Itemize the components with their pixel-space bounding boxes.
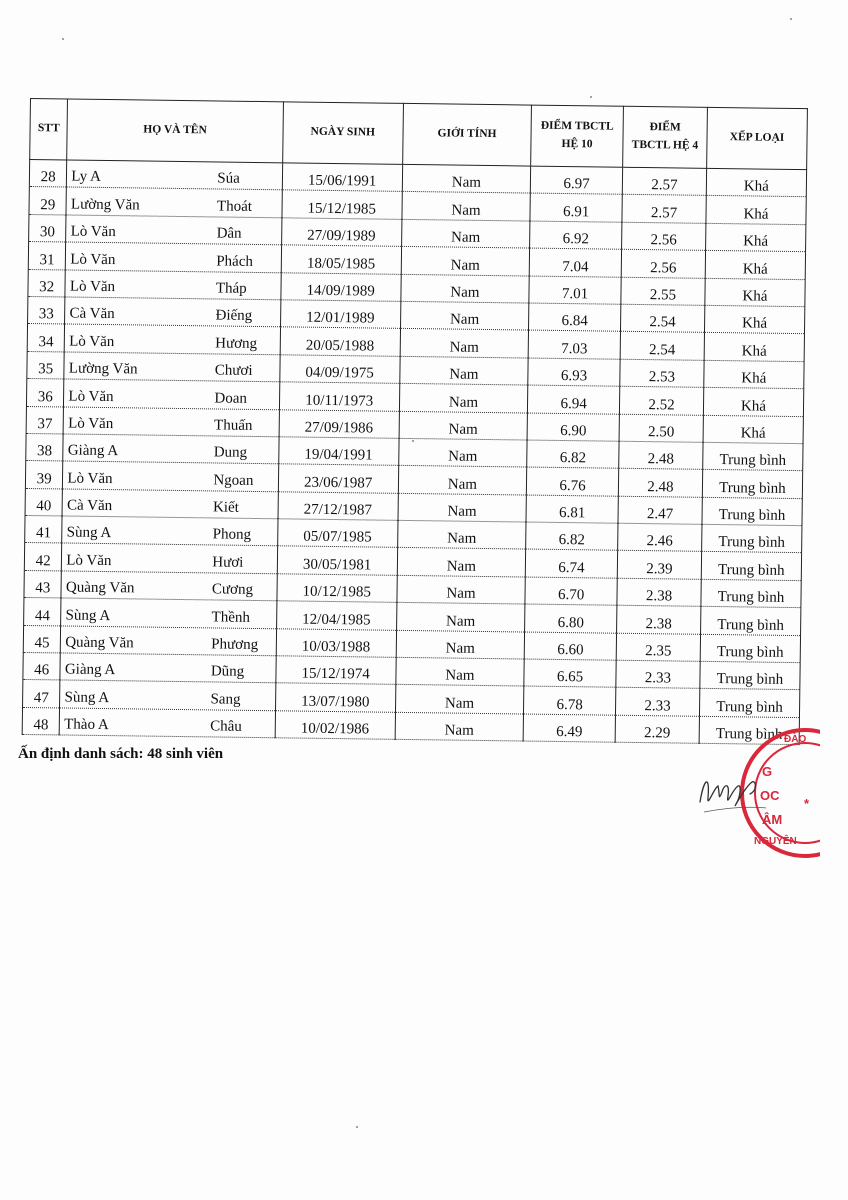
cell-given-name: Cương — [211, 581, 254, 599]
cell-score10: 6.81 — [526, 495, 618, 524]
cell-stt: 48 — [22, 707, 60, 735]
cell-gender: Nam — [395, 685, 524, 714]
cell-dob: 27/09/1989 — [281, 218, 402, 247]
cell-full-name — [62, 489, 278, 519]
cell-dob: 14/09/1989 — [280, 272, 401, 301]
cell-family-name: Cà Văn — [69, 305, 115, 323]
cell-gender: Nam — [396, 603, 525, 632]
cell-gender: Nam — [401, 247, 530, 276]
cell-stt: 29 — [29, 187, 67, 215]
cell-score4: 2.29 — [615, 715, 699, 743]
header-score4 — [623, 106, 708, 168]
cell-family-name: Sùng A — [65, 607, 111, 624]
cell-dob: 15/12/1985 — [282, 190, 403, 219]
cell-score4: 2.57 — [622, 195, 706, 223]
cell-rank: Khá — [704, 333, 804, 362]
grades-table — [22, 98, 808, 745]
cell-score4: 2.56 — [622, 222, 706, 250]
cell-gender: Nam — [397, 548, 526, 577]
cell-gender: Nam — [400, 329, 529, 358]
cell-family-name: Quàng Văn — [65, 579, 135, 597]
cell-rank: Khá — [706, 196, 806, 225]
header-score4-line1: ĐIỂM — [649, 121, 681, 134]
cell-gender: Nam — [402, 164, 531, 193]
cell-given-name: Thềnh — [211, 609, 251, 626]
cell-dob: 18/05/1985 — [281, 245, 402, 274]
cell-dob: 13/07/1980 — [275, 683, 396, 712]
cell-score4: 2.35 — [616, 633, 700, 661]
cell-score4: 2.55 — [621, 277, 705, 305]
cell-score4: 2.33 — [616, 688, 700, 716]
cell-given-name: Doan — [214, 389, 248, 407]
cell-full-name — [61, 626, 277, 656]
cell-score4: 2.54 — [620, 332, 704, 360]
cell-score4: 2.48 — [618, 469, 702, 497]
header-score10-line2: HỆ 10 — [561, 137, 593, 151]
cell-score10: 6.94 — [528, 385, 620, 414]
cell-score4: 2.50 — [619, 414, 703, 442]
cell-stt: 37 — [26, 406, 64, 434]
cell-stt: 30 — [29, 214, 67, 242]
cell-family-name: Sùng A — [66, 524, 112, 542]
cell-full-name — [64, 352, 280, 382]
header-stt: STT — [30, 99, 68, 160]
cell-score10: 6.91 — [530, 193, 622, 222]
scan-speck — [62, 38, 64, 40]
header-name: HỌ VÀ TÊN — [67, 99, 283, 163]
cell-given-name: Dân — [216, 225, 242, 242]
cell-score4: 2.48 — [619, 441, 703, 469]
header-dob: NGÀY SINH — [282, 102, 403, 165]
cell-family-name: Giàng A — [67, 442, 119, 460]
handwritten-signature-icon — [696, 768, 776, 818]
cell-family-name: Thào A — [64, 716, 109, 734]
cell-family-name: Lường Văn — [70, 196, 140, 214]
cell-stt: 43 — [24, 570, 62, 598]
cell-gender: Nam — [401, 274, 530, 303]
header-score10-line1: ĐIỂM TBCTL — [540, 119, 614, 133]
stamp-text-fragment: OC — [760, 788, 780, 803]
cell-rank: Khá — [703, 415, 803, 444]
stamp-text-fragment: ÂM — [762, 812, 783, 827]
cell-dob: 10/12/1985 — [277, 574, 398, 603]
cell-dob: 15/06/1991 — [282, 163, 403, 192]
cell-gender: Nam — [401, 219, 530, 248]
cell-gender: Nam — [399, 411, 528, 440]
cell-family-name: Lò Văn — [66, 552, 112, 569]
header-score10 — [531, 105, 624, 167]
cell-stt: 35 — [27, 351, 65, 379]
cell-rank: Trung bình — [702, 497, 802, 526]
cell-dob: 27/09/1986 — [279, 409, 400, 438]
cell-stt: 28 — [29, 160, 67, 188]
cell-rank: Trung bình — [700, 607, 800, 636]
cell-stt: 32 — [28, 269, 66, 297]
cell-full-name — [67, 160, 283, 190]
cell-score10: 6.80 — [525, 604, 617, 633]
stamp-text-fragment: G — [762, 764, 773, 779]
cell-full-name — [65, 270, 281, 300]
cell-score4: 2.38 — [617, 605, 701, 633]
cell-full-name — [60, 680, 276, 710]
cell-score10: 6.74 — [525, 549, 617, 578]
cell-score10: 6.82 — [526, 522, 618, 551]
cell-rank: Trung bình — [702, 524, 802, 553]
table-header — [30, 99, 808, 170]
scan-speck — [412, 440, 414, 442]
cell-full-name — [61, 598, 277, 628]
cell-given-name: Dung — [213, 444, 248, 462]
cell-dob: 30/05/1981 — [277, 546, 398, 575]
cell-family-name: Giàng A — [64, 661, 116, 679]
cell-given-name: Kiết — [212, 499, 239, 516]
cell-gender: Nam — [395, 712, 524, 741]
cell-dob: 27/12/1987 — [278, 491, 399, 520]
cell-family-name: Ly A — [71, 168, 102, 186]
cell-stt: 45 — [23, 625, 61, 653]
cell-stt: 42 — [24, 543, 62, 571]
cell-given-name: Điếng — [215, 307, 253, 325]
cell-score10: 6.60 — [524, 632, 616, 661]
footer-note: Ấn định danh sách: 48 sinh viên — [18, 746, 224, 762]
scan-speck — [356, 1126, 358, 1128]
cell-stt: 41 — [25, 516, 63, 544]
cell-score4: 2.46 — [618, 523, 702, 551]
cell-rank: Trung bình — [699, 689, 799, 718]
cell-stt: 44 — [24, 598, 62, 626]
cell-given-name: Ngoan — [213, 472, 254, 489]
cell-full-name — [66, 215, 282, 245]
cell-score10: 6.90 — [527, 413, 619, 442]
header-score4-line2: TBCTL HỆ 4 — [631, 138, 699, 152]
cell-full-name — [63, 434, 279, 464]
cell-score10: 6.84 — [529, 303, 621, 332]
cell-stt: 38 — [26, 433, 64, 461]
scan-speck — [790, 18, 792, 20]
cell-stt: 36 — [26, 379, 64, 407]
cell-score10: 6.78 — [524, 686, 616, 715]
cell-score4: 2.53 — [620, 359, 704, 387]
cell-gender: Nam — [399, 383, 528, 412]
cell-given-name: Phương — [211, 636, 259, 654]
cell-stt: 31 — [28, 242, 66, 270]
cell-dob: 10/11/1973 — [279, 382, 400, 411]
cell-given-name: Tháp — [215, 280, 247, 297]
cell-rank: Trung bình — [703, 442, 803, 471]
cell-family-name: Lò Văn — [69, 278, 116, 296]
cell-family-name: Lò Văn — [70, 251, 116, 268]
cell-score10: 6.70 — [525, 577, 617, 606]
cell-full-name — [63, 406, 279, 436]
cell-given-name: Phách — [216, 253, 254, 270]
cell-stt: 46 — [23, 652, 61, 680]
cell-given-name: Dũng — [210, 663, 245, 681]
cell-full-name — [66, 242, 282, 272]
cell-given-name: Thuấn — [214, 417, 253, 434]
cell-dob: 15/12/1974 — [275, 656, 396, 685]
cell-dob: 10/03/1988 — [276, 628, 397, 657]
cell-dob: 20/05/1988 — [280, 327, 401, 356]
cell-score10: 6.76 — [526, 467, 618, 496]
cell-score10: 6.93 — [528, 358, 620, 387]
cell-gender: Nam — [399, 438, 528, 467]
header-row — [30, 99, 808, 170]
table-body — [22, 160, 806, 745]
cell-score10: 6.92 — [530, 221, 622, 250]
cell-gender: Nam — [400, 356, 529, 385]
cell-rank: Khá — [703, 387, 803, 416]
cell-full-name — [60, 708, 276, 738]
stamp-text-fragment: * — [804, 796, 810, 811]
cell-dob: 19/04/1991 — [278, 437, 399, 466]
cell-stt: 40 — [25, 488, 63, 516]
cell-full-name — [64, 379, 280, 409]
cell-score4: 2.52 — [619, 386, 703, 414]
cell-score4: 2.57 — [622, 167, 706, 195]
cell-rank: Trung bình — [702, 470, 802, 499]
cell-gender: Nam — [398, 466, 527, 495]
cell-score10: 6.49 — [523, 714, 615, 743]
cell-full-name — [62, 543, 278, 573]
cell-rank: Khá — [705, 251, 805, 280]
cell-full-name — [65, 297, 281, 327]
cell-family-name: Lò Văn — [69, 333, 115, 350]
cell-given-name: Thoát — [216, 198, 253, 215]
cell-given-name: Sang — [210, 691, 241, 708]
cell-stt: 34 — [27, 324, 65, 352]
cell-score4: 2.38 — [617, 578, 701, 606]
cell-gender: Nam — [398, 493, 527, 522]
cell-family-name: Lò Văn — [67, 470, 113, 487]
stamp-text-fragment: ĐÀO — [784, 734, 807, 745]
cell-family-name: Quàng Văn — [65, 634, 134, 652]
cell-rank: Khá — [704, 305, 804, 334]
cell-gender: Nam — [397, 520, 526, 549]
cell-score10: 7.04 — [529, 248, 621, 277]
cell-gender: Nam — [396, 630, 525, 659]
cell-given-name: Chươi — [214, 362, 253, 380]
cell-score4: 2.47 — [618, 496, 702, 524]
cell-score10: 6.97 — [530, 166, 622, 195]
cell-given-name: Hương — [215, 335, 258, 352]
cell-score4: 2.33 — [616, 660, 700, 688]
cell-gender: Nam — [397, 575, 526, 604]
cell-stt: 39 — [25, 461, 63, 489]
cell-full-name — [60, 653, 276, 683]
cell-full-name — [66, 187, 282, 217]
cell-rank: Trung bình — [701, 552, 801, 581]
cell-gender: Nam — [400, 301, 529, 330]
cell-full-name — [63, 461, 279, 491]
cell-rank: Trung bình — [701, 579, 801, 608]
cell-dob: 12/01/1989 — [280, 300, 401, 329]
cell-rank: Khá — [705, 278, 805, 307]
cell-rank: Khá — [705, 223, 805, 252]
cell-family-name: Sùng A — [64, 689, 110, 706]
cell-dob: 04/09/1975 — [279, 355, 400, 384]
cell-dob: 23/06/1987 — [278, 464, 399, 493]
cell-family-name: Lò Văn — [70, 223, 116, 241]
cell-stt: 33 — [28, 296, 66, 324]
cell-score10: 7.03 — [528, 330, 620, 359]
cell-score10: 6.65 — [524, 659, 616, 688]
cell-family-name: Lò Văn — [68, 388, 114, 405]
cell-full-name — [61, 571, 277, 601]
cell-rank: Khá — [704, 360, 804, 389]
stamp-text-fragment: NGUYÊN — [754, 836, 797, 847]
cell-score10: 7.01 — [529, 276, 621, 305]
cell-full-name — [65, 324, 281, 354]
cell-family-name: Cà Văn — [66, 497, 113, 515]
header-gender: GIỚI TÍNH — [402, 103, 531, 166]
cell-score4: 2.54 — [621, 304, 705, 332]
cell-family-name: Lường Văn — [68, 360, 138, 378]
cell-given-name: Châu — [210, 718, 242, 736]
cell-rank: Khá — [706, 168, 806, 197]
cell-given-name: Súa — [217, 170, 240, 188]
header-rank: XẾP LOẠI — [707, 107, 808, 169]
cell-family-name: Lò Văn — [68, 415, 114, 433]
cell-rank: Trung bình — [700, 634, 800, 663]
cell-dob: 12/04/1985 — [276, 601, 397, 630]
scan-speck — [590, 96, 592, 98]
cell-rank: Trung bình — [699, 716, 799, 745]
cell-score4: 2.56 — [621, 249, 705, 277]
cell-stt: 47 — [23, 680, 61, 708]
cell-gender: Nam — [402, 192, 531, 221]
cell-gender: Nam — [396, 657, 525, 686]
cell-score10: 6.82 — [527, 440, 619, 469]
cell-given-name: Phong — [212, 526, 252, 544]
cell-score4: 2.39 — [617, 551, 701, 579]
cell-full-name — [62, 516, 278, 546]
cell-given-name: Hươi — [212, 554, 244, 571]
cell-rank: Trung bình — [700, 661, 800, 690]
cell-dob: 05/07/1985 — [277, 519, 398, 548]
cell-dob: 10/02/1986 — [275, 711, 396, 740]
